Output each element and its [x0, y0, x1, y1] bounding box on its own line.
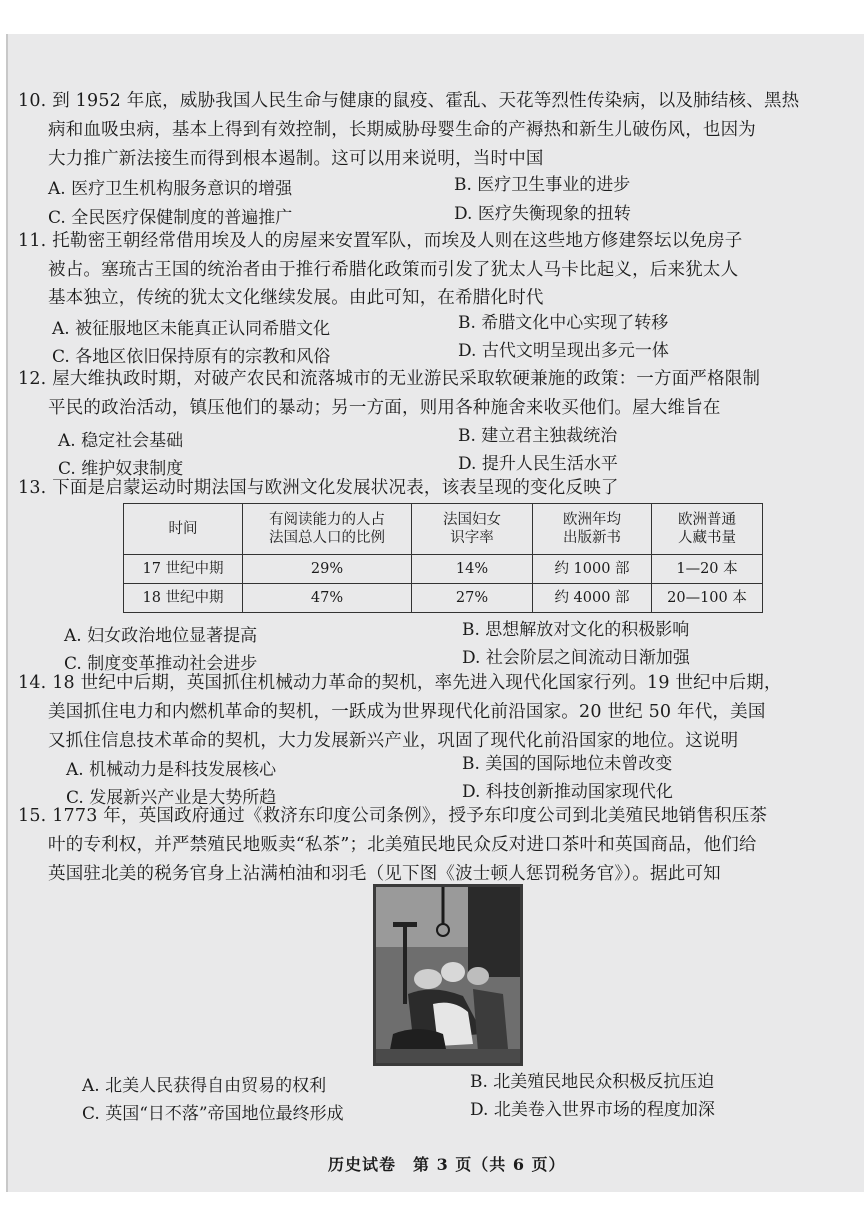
q15-stem-line1: 15. 1773 年，英国政府通过《救济东印度公司条例》，授予东印度公司到北美殖民地销售积压茶 [18, 806, 768, 826]
q12-option-d: D. 提升人民生活水平 [458, 454, 618, 474]
q10-option-d: D. 医疗失衡现象的扭转 [454, 204, 631, 224]
q15-option-b: B. 北美殖民地民众积极反抗压迫 [470, 1072, 715, 1092]
q12-stem-line2: 平民的政治活动，镇压他们的暴动；另一方面，则用各种施舍来收买他们。屋大维旨在 [48, 398, 721, 418]
table-cell: 29% [243, 555, 412, 584]
q15-stem-line3: 英国驻北美的税务官身上沾满柏油和羽毛（见下图《波士顿人惩罚税务官》）。据此可知 [48, 864, 721, 884]
q12-option-a: A. 稳定社会基础 [58, 431, 184, 451]
table-cell: 47% [243, 584, 412, 613]
culture-development-table [123, 503, 763, 613]
table-header-cell: 有阅读能力的人占 法国总人口的比例 [243, 504, 412, 555]
boston-tax-collector-engraving [373, 884, 523, 1066]
q11-option-a: A. 被征服地区未能真正认同希腊文化 [52, 319, 331, 339]
q10-option-b: B. 医疗卫生事业的进步 [454, 175, 631, 195]
q13-option-a: A. 妇女政治地位显著提高 [64, 626, 258, 646]
q11-stem-line2: 被占。塞琉古王国的统治者由于推行希腊化政策而引发了犹太人马卡比起义，后来犹太人 [48, 260, 739, 280]
q11-option-d: D. 古代文明呈现出多元一体 [458, 341, 669, 361]
table-header-cell: 法国妇女 识字率 [412, 504, 533, 555]
q11-stem-line3: 基本独立，传统的犹太文化继续发展。由此可知，在希腊化时代 [48, 288, 544, 308]
q10-option-a: A. 医疗卫生机构服务意识的增强 [48, 179, 293, 199]
q12-option-c: C. 维护奴隶制度 [58, 459, 184, 479]
q10-stem-line2: 病和血吸虫病，基本上得到有效控制，长期威胁母婴生命的产褥热和新生儿破伤风，也因为 [48, 120, 756, 140]
table-cell: 17 世纪中期 [124, 555, 243, 584]
table-cell: 约 4000 部 [533, 584, 652, 613]
table-cell: 1—20 本 [652, 555, 763, 584]
q14-stem-line2: 美国抓住电力和内燃机革命的契机，一跃成为世界现代化前沿国家。20 世纪 50 年代，美国 [48, 702, 766, 722]
table-cell: 18 世纪中期 [124, 584, 243, 613]
table-row [124, 584, 763, 613]
table-cell: 约 1000 部 [533, 555, 652, 584]
q13-option-c: C. 制度变革推动社会进步 [64, 654, 258, 674]
table-cell: 20—100 本 [652, 584, 763, 613]
q13-option-b: B. 思想解放对文化的积极影响 [462, 620, 690, 640]
q11-option-b: B. 希腊文化中心实现了转移 [458, 313, 669, 333]
q12-option-b: B. 建立君主独裁统治 [458, 426, 618, 446]
q11-option-c: C. 各地区依旧保持原有的宗教和风俗 [52, 347, 331, 367]
page-footer: 历史试卷 第 3 页（共 6 页） [328, 1155, 566, 1174]
table-cell: 27% [412, 584, 533, 613]
q15-option-d: D. 北美卷入世界市场的程度加深 [470, 1100, 715, 1120]
q14-stem-line1: 14. 18 世纪中后期，英国抓住机械动力革命的契机，率先进入现代化国家行列。19 世纪中后期， [18, 673, 782, 693]
table-header-cell: 欧洲普通 人藏书量 [652, 504, 763, 555]
table-cell: 14% [412, 555, 533, 584]
q14-option-b: B. 美国的国际地位未曾改变 [462, 754, 673, 774]
table-header-cell: 欧洲年均 出版新书 [533, 504, 652, 555]
q14-option-c: C. 发展新兴产业是大势所趋 [66, 788, 277, 808]
q13-stem-line1: 13. 下面是启蒙运动时期法国与欧洲文化发展状况表，该表呈现的变化反映了 [18, 478, 619, 498]
q15-option-a: A. 北美人民获得自由贸易的权利 [82, 1076, 327, 1096]
exam-page [6, 34, 864, 1192]
table-row [124, 555, 763, 584]
q10-option-c: C. 全民医疗保健制度的普遍推广 [48, 208, 293, 228]
table-header-cell: 时间 [124, 504, 243, 555]
q10-stem-line1: 10. 到 1952 年底，威胁我国人民生命与健康的鼠疫、霍乱、天花等烈性传染病，以及肺结核、黑热 [18, 91, 800, 111]
q15-stem-line2: 叶的专利权，并严禁殖民地贩卖“私茶”；北美殖民地民众反对进口茶叶和英国商品，他们给 [48, 835, 757, 855]
q11-stem-line1: 11. 托勒密王朝经常借用埃及人的房屋来安置军队，而埃及人则在这些地方修建祭坛以免房子 [18, 231, 743, 251]
table-header-row [124, 504, 763, 555]
q14-option-a: A. 机械动力是科技发展核心 [66, 760, 277, 780]
q13-option-d: D. 社会阶层之间流动日渐加强 [462, 648, 690, 668]
q12-stem-line1: 12. 屋大维执政时期，对破产农民和流落城市的无业游民采取软硬兼施的政策：一方面严格限制 [18, 369, 761, 389]
q10-stem-line3: 大力推广新法接生而得到根本遏制。这可以用来说明，当时中国 [48, 149, 544, 169]
q14-stem-line3: 又抓住信息技术革命的契机，大力发展新兴产业，巩固了现代化前沿国家的地位。这说明 [48, 731, 739, 751]
q14-option-d: D. 科技创新推动国家现代化 [462, 782, 673, 802]
q15-option-c: C. 英国“日不落”帝国地位最终形成 [82, 1104, 344, 1124]
